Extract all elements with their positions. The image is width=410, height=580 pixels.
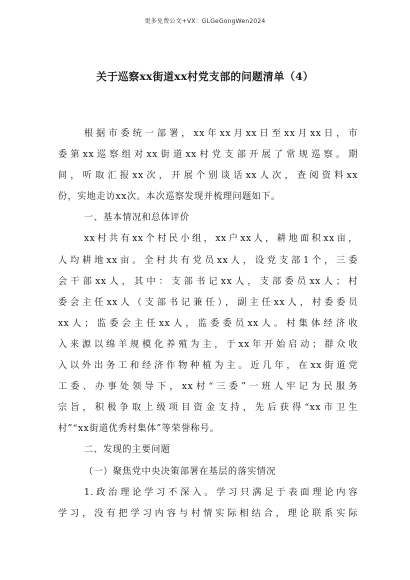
text-line: 份，实地走访xx次。本次巡察发现并梳理问题如下。 (58, 192, 281, 203)
document-body (58, 124, 358, 525)
text-line: 学习，没有把学习内容与村情实际相结合，理论联系实际 (58, 508, 358, 519)
text-line: 宗旨，积极争取上级项目资金支持，先后获得“xx市卫生 (58, 403, 358, 414)
header-note: 更多免费公文+VX：GLGeGongWen2024 (144, 18, 266, 25)
text-line: 人均耕地xx亩。全村共有党员xx人，设党支部1个，三委 (58, 255, 358, 266)
text-line: 间，听取汇报xx次，开展个别谈话xx人次，查阅资料xx (58, 171, 358, 182)
text-line: 1.政治理论学习不深入。学习只满足于表面理论内容 (84, 487, 358, 498)
document-title: 关于巡察xx街道xx村党支部的问题清单（4） (96, 71, 314, 83)
text-line: 工委、办事处领导下，xx村“三委”一班人牢记为民服务 (58, 382, 358, 393)
text-line: 委会主任xx人（支部书记兼任），副主任xx人，村委委员 (58, 297, 358, 308)
text-line: 一、基本情况和总体评价 (84, 213, 190, 224)
text-line: 入以外出务工和经济作物种植为主。近几年，在xx街道党 (58, 361, 358, 372)
text-line: xx人；监委会主任xx人，监委委员xx人。村集体经济收 (58, 318, 358, 329)
text-line: 村”“xx街道优秀村集体”等荣誉称号。 (58, 424, 220, 435)
text-line: 委第xx巡察组对xx街道xx村党支部开展了常规巡察。期 (58, 150, 358, 161)
text-line: 入来源以绵羊规模化养殖为主，于xx年开始启动；群众收 (58, 339, 358, 350)
text-line: xx村共有xx个村民小组，xx户xx人，耕地面积xx亩， (84, 234, 358, 245)
text-line: 根据市委统一部署，xx年xx月xx日至xx月xx日，市 (84, 129, 358, 139)
text-line: （一）聚焦党中央决策部署在基层的落实情况 (84, 466, 277, 477)
text-line: 二、发现的主要问题 (84, 445, 171, 456)
text-line: 会干部xx人，其中：支部书记xx人，支部委员xx人；村 (58, 276, 358, 287)
